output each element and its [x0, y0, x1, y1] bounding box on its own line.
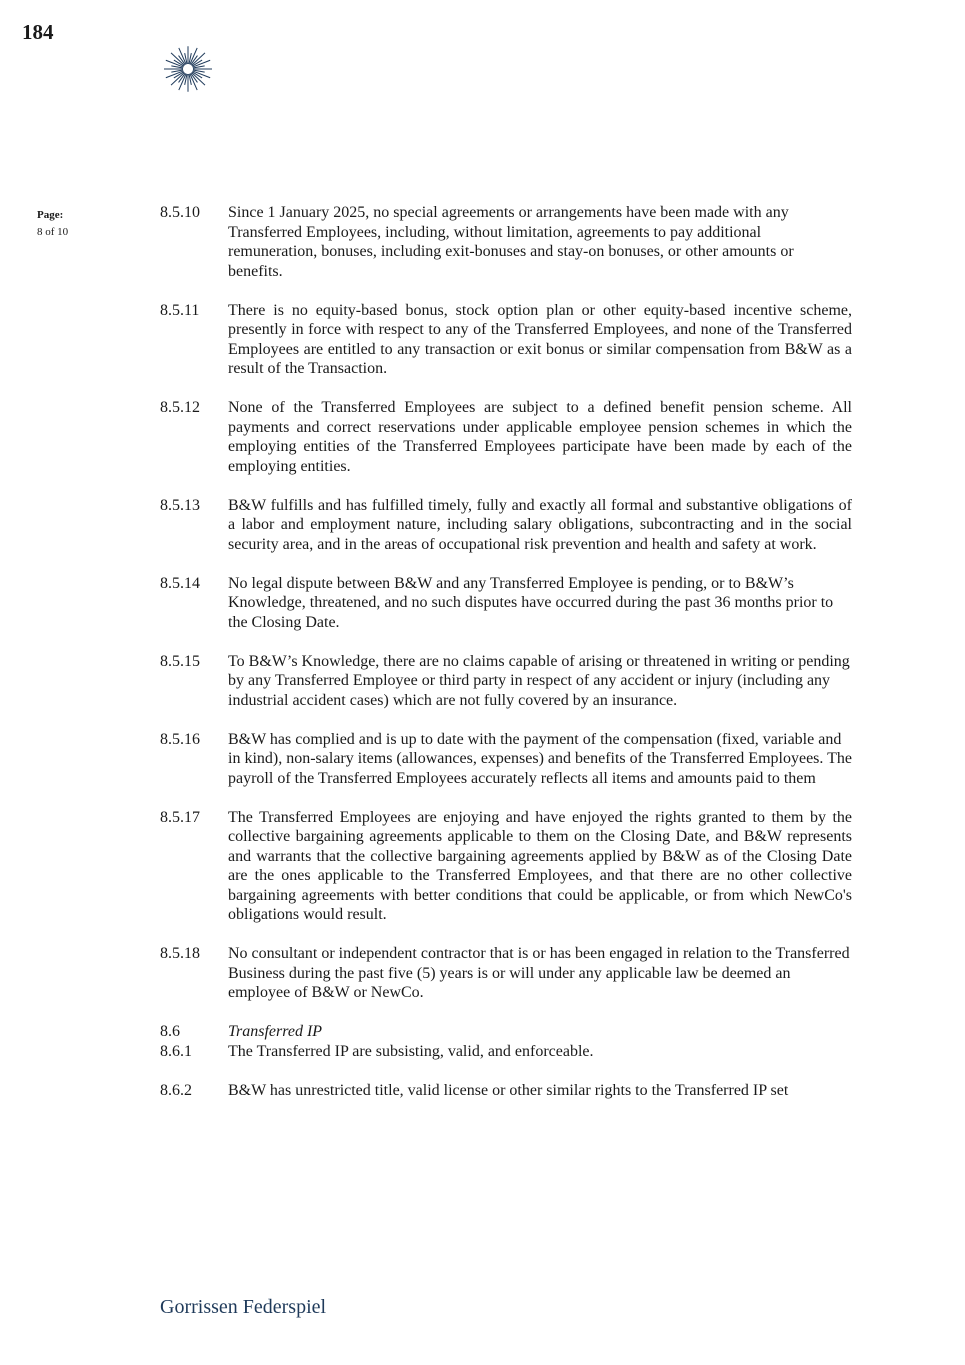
section-number: 8.6: [160, 1023, 180, 1040]
clause-8-5-16: [160, 730, 852, 789]
page-number: 184: [22, 20, 54, 44]
clause-text: Since 1 January 2025, no special agreements or arrangements have been made with any Transferred Employees, including, without limitation, agreements to pay additional remuneration, bonuses, including exit-bonuses and stay-on bonuses, or other amounts or benefits.: [228, 204, 794, 280]
clause-text: The Transferred Employees are enjoying and have enjoyed the rights granted to them by the collective bargaining agreements applicable to them on the Closing Date, and B&W represents and warrants that the collective bargaining agreements applied by B&W as of the Closing Date are the ones applicable to the Transferred Employees, and that there are no other collective bargaining agreements with better conditions that could be applicable, or from which NewCo's obligations would result.: [228, 808, 852, 923]
clause-number: 8.5.11: [160, 301, 200, 319]
clause-number: 8.5.15: [160, 652, 200, 670]
clause-number: 8.5.16: [160, 730, 200, 748]
clause-8-5-17: [160, 808, 852, 925]
document-body: [160, 203, 852, 1120]
clause-8-5-14: [160, 574, 852, 633]
clause-text: B&W has unrestricted title, valid license or other similar rights to the Transferred IP set: [228, 1081, 789, 1099]
page-indicator-label: Page:: [37, 209, 64, 221]
clause-8-5-13: [160, 496, 852, 555]
clause-8-5-10: [160, 203, 852, 281]
clause-text: There is no equity-based bonus, stock option plan or other equity-based incentive scheme, presently in force with respect to any of the Transferred Employees, and none of the Transferred Employees are entitled to any transaction or exit bonus or similar compensation from B&W as a result of the Transaction.: [228, 301, 852, 377]
clause-8-5-15: [160, 652, 852, 711]
section-title: Transferred IP: [228, 1023, 323, 1040]
clause-number: 8.5.10: [160, 204, 200, 221]
starburst-logo-icon: [159, 44, 217, 94]
clause-8-6-1: [160, 1042, 852, 1062]
clause-number: 8.6.1: [160, 1042, 192, 1060]
clause-8-5-12: [160, 398, 852, 476]
clause-8-5-11: [160, 301, 852, 379]
clause-text: B&W fulfills and has fulfilled timely, fully and exactly all formal and substantive obligations of a labor and employment nature, including salary obligations, subcontracting and in the social security area, and in the areas of occupational risk prevention and health and safety at work.: [228, 496, 852, 553]
clause-number: 8.5.12: [160, 399, 200, 416]
clause-number: 8.5.14: [160, 574, 200, 592]
clause-text: To B&W’s Knowledge, there are no claims capable of arising or threatened in writing or pending by any Transferred Employee or third party in respect of any accident or injury (including any industrial accident cases) which are not fully covered by an insurance.: [228, 652, 850, 709]
clause-number: 8.5.17: [160, 808, 200, 826]
page-indicator-value: 8 of 10: [37, 226, 69, 238]
clause-number: 8.6.2: [160, 1081, 192, 1099]
page-indicator: [37, 207, 68, 241]
clause-8-5-18: [160, 944, 852, 1003]
clause-text: No legal dispute between B&W and any Transferred Employee is pending, or to B&W’s Knowledge, threatened, and no such disputes have occurred during the past 36 months prior to the Closing Date.: [228, 574, 834, 631]
clause-8-6-2: [160, 1081, 852, 1101]
section-heading-8-6: [160, 1022, 852, 1042]
clause-text: B&W has complied and is up to date with the payment of the compensation (fixed, variable and in kind), non-salary items (allowances, expenses) and benefits of the Transferred Employees. The payroll of the Transferred Employees accurately reflects all items and amounts paid to them: [228, 730, 852, 787]
clause-text: No consultant or independent contractor that is or has been engaged in relation to the Transferred Business during the past five (5) years is or will under any applicable law be deemed an employee of B&W or NewCo.: [228, 945, 850, 1001]
clause-number: 8.5.13: [160, 496, 200, 514]
clause-text: The Transferred IP are subsisting, valid, and enforceable.: [228, 1042, 594, 1060]
clause-number: 8.5.18: [160, 945, 200, 962]
footer-firm-name: Gorrissen Federspiel: [160, 1296, 327, 1318]
clause-text: None of the Transferred Employees are subject to a defined benefit pension scheme. All payments and correct reservations under applicable employee pension schemes in which the employing entities of the Transferred Employees participate have been made by each of the employing entities.: [228, 399, 852, 475]
